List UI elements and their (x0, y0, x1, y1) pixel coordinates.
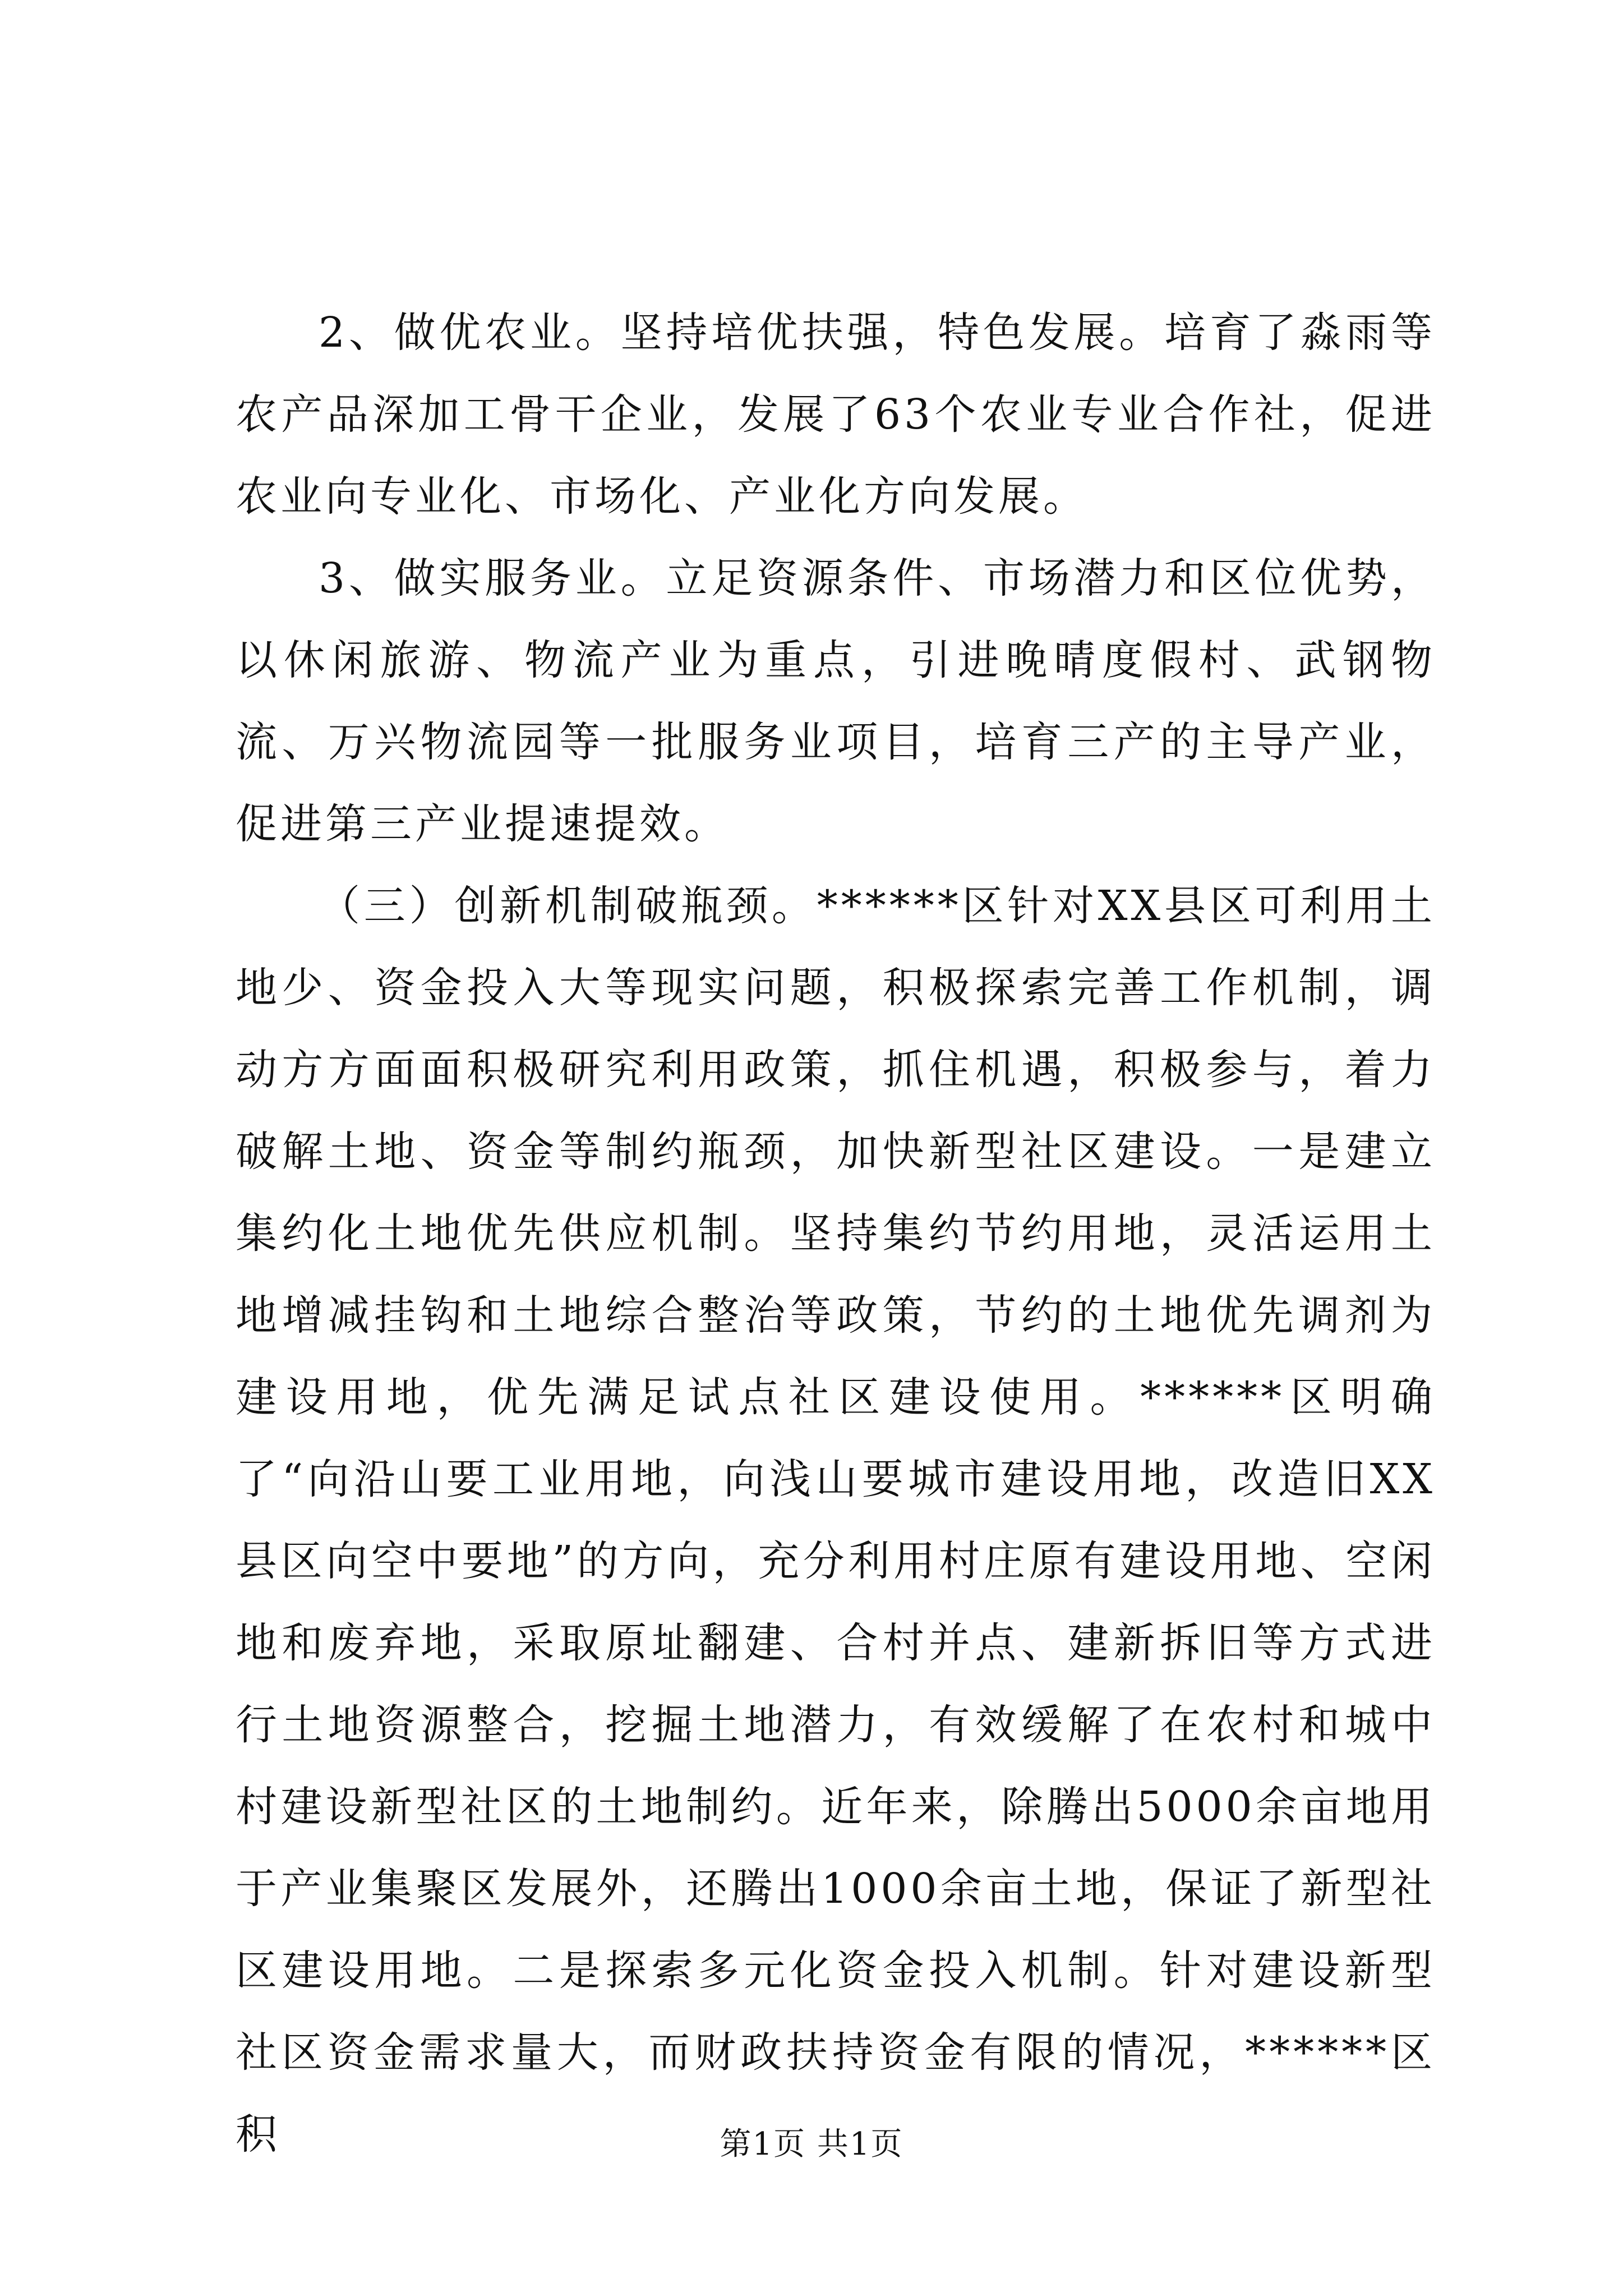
paragraph-mechanism: （三）创新机制破瓶颈。******区针对XX县区可利用土地少、资金投入大等现实问题，积极探索完善工作机制，调动方方面面积极研究利用政策，抓住机遇，积极参与，着力破解土地、资金等制约瓶颈，加快新型社区建设。一是建立集约化土地优先供应机制。坚持集约节约用地，灵活运用土地增减挂钩和土地综合整治等政策，节约的土地优先调剂为建设用地，优先满足试点社区建设使用。******区明确了“向沿山要工业用地，向浅山要城市建设用地，改造旧XX县区向空中要地”的方向，充分利用村庄原有建设用地、空闲地和废弃地，采取原址翻建、合村并点、建新拆旧等方式进行土地资源整合，挖掘土地潜力，有效缓解了在农村和城中村建设新型社区的土地制约。近年来，除腾出5000余亩地用于产业集聚区发展外，还腾出1000余亩土地，保证了新型社区建设用地。二是探索多元化资金投入机制。针对建设新型社区资金需求量大，而财政扶持资金有限的情况，******区积 (236, 882, 1436, 2159)
paragraph-agriculture: 2、做优农业。坚持培优扶强，特色发展。培育了淼雨等农产品深加工骨干企业，发展了63个农业专业合作社，促进农业向专业化、市场化、产业化方向发展。 (236, 309, 1436, 521)
page-footer: 第1页 共1页 (720, 2126, 903, 2162)
paragraph-services: 3、做实服务业。立足资源条件、市场潜力和区位优势，以休闲旅游、物流产业为重点，引进晚晴度假村、武钢物流、万兴物流园等一批服务业项目，培育三产的主导产业，促进第三产业提速提效。 (236, 554, 1436, 848)
document-body (236, 292, 1436, 2175)
